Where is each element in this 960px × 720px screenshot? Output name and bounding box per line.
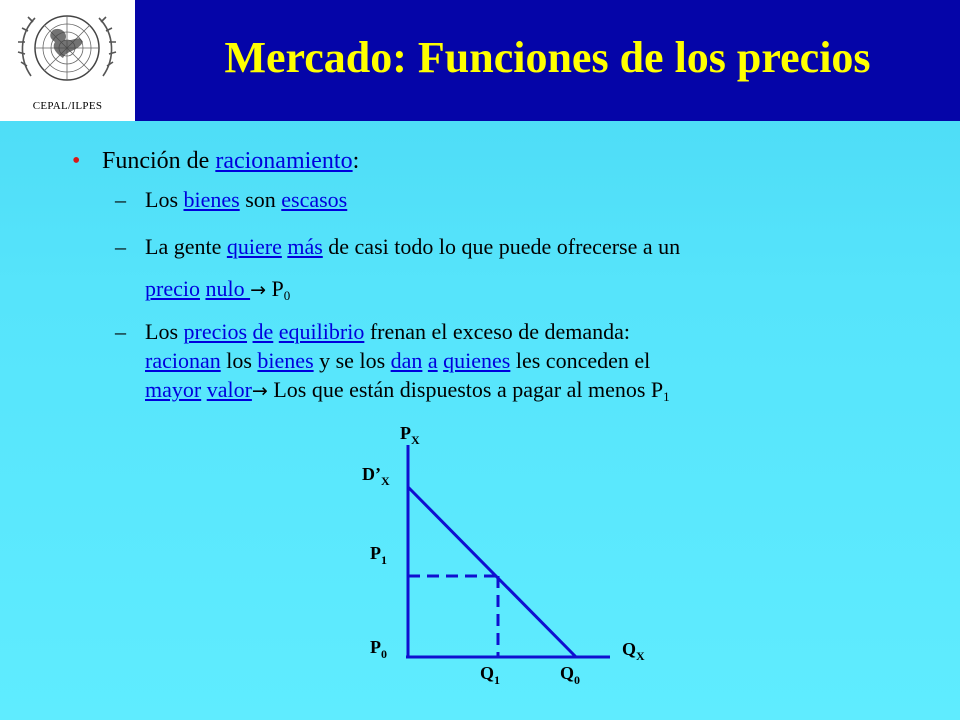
org-caption: CEPAL/ILPES — [32, 100, 103, 112]
p1-label: $P_1$ — [370, 543, 387, 567]
link-de[interactable]: de — [252, 319, 274, 344]
p0-label: $P_0$ — [370, 637, 387, 661]
link-mas[interactable]: más — [287, 234, 323, 259]
link-precios[interactable]: precios — [183, 319, 248, 344]
link-mayor[interactable]: mayor — [145, 377, 202, 402]
link-racionamiento[interactable]: racionamiento — [215, 148, 353, 174]
right-arrow-icon: → — [250, 279, 267, 301]
text: son — [239, 187, 282, 212]
text: P — [266, 276, 284, 301]
text: los — [220, 348, 258, 373]
logo-panel — [0, 0, 135, 121]
link-valor[interactable]: valor — [206, 377, 252, 402]
link-bienes-2[interactable]: bienes — [257, 348, 314, 373]
subscript: 1 — [663, 389, 670, 404]
x-axis-label: $Q_X$ — [622, 639, 645, 663]
demand-curve — [408, 487, 576, 657]
subscript: 0 — [283, 288, 291, 303]
q1-label: $Q_1$ — [480, 663, 501, 687]
link-precio[interactable]: precio — [145, 276, 200, 301]
dash-marker: – — [115, 234, 126, 259]
link-quienes[interactable]: quienes — [443, 348, 511, 373]
text: Los — [145, 319, 184, 344]
link-racionan[interactable]: racionan — [145, 348, 221, 373]
text: frenan el exceso de demanda: — [364, 319, 631, 344]
un-emblem-icon — [17, 4, 117, 96]
text: de casi todo lo que puede ofrecerse a un — [322, 234, 681, 259]
sub-item-equilibrium-line2 — [145, 348, 650, 374]
bullet-text: Función de — [102, 148, 216, 174]
bullet-colon: : — [352, 148, 360, 174]
y-axis-label: $P_X$ — [400, 423, 420, 447]
text: Los que están dispuestos a pagar al menos P — [267, 377, 664, 402]
demand-diagram — [340, 415, 680, 720]
link-a[interactable]: a — [427, 348, 438, 373]
q0-label: $Q_0$ — [560, 663, 581, 687]
right-arrow-icon: → — [251, 380, 268, 402]
link-bienes[interactable]: bienes — [183, 187, 240, 212]
sub-item-wants-cont — [145, 276, 290, 304]
dash-marker: – — [115, 187, 126, 212]
slide-title: Mercado: Funciones de los precios — [224, 33, 871, 82]
sub-item-equilibrium-line3 — [145, 377, 670, 405]
curve-label: $D’_X$ — [362, 464, 390, 488]
link-nulo[interactable]: nulo — [205, 276, 251, 301]
link-dan[interactable]: dan — [390, 348, 423, 373]
text: les conceden el — [510, 348, 651, 373]
link-escasos[interactable]: escasos — [281, 187, 348, 212]
link-equilibrio[interactable]: equilibrio — [278, 319, 365, 344]
bullet-rationing — [72, 148, 360, 175]
text: La gente — [145, 234, 227, 259]
dash-marker: – — [115, 319, 126, 344]
sub-item-scarce — [115, 187, 348, 213]
sub-item-equilibrium — [115, 319, 631, 345]
text: Los — [145, 187, 184, 212]
link-quiere[interactable]: quiere — [226, 234, 282, 259]
title-banner — [135, 0, 960, 121]
bullet-marker: • — [72, 148, 81, 174]
sub-item-wants — [115, 234, 681, 260]
text: y se los — [313, 348, 391, 373]
